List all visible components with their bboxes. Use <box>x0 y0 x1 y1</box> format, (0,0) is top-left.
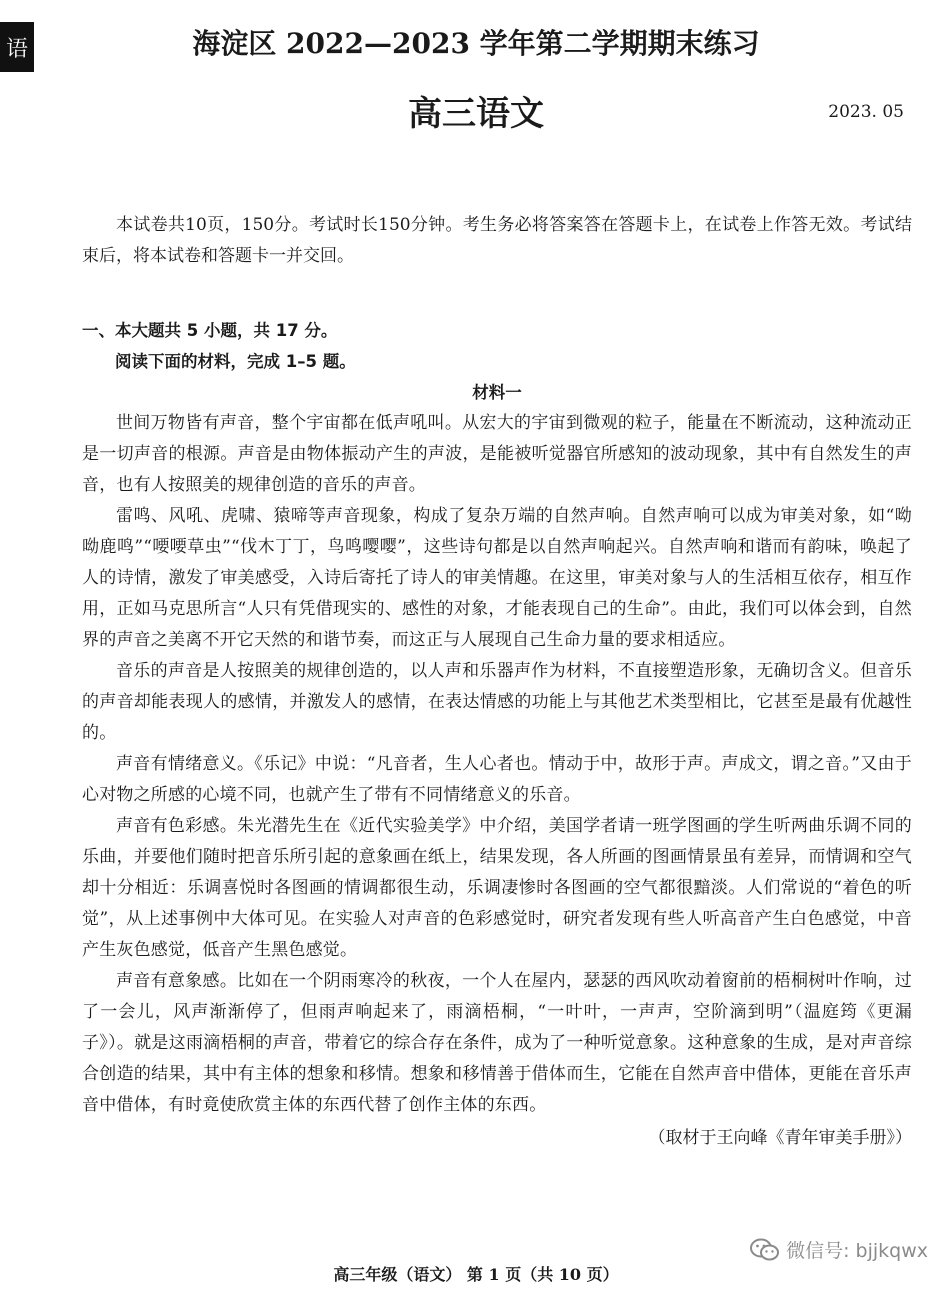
material-paragraph: 声音有情绪意义。《乐记》中说：“凡音者，生人心者也。情动于中，故形于声。声成文，谓之音。”又由于心对物之所感的心境不同，也就产生了带有不同情绪意义的乐音。 <box>82 754 912 805</box>
exam-title: 海淀区 2022—2023 学年第二学期期末练习 <box>192 27 760 60</box>
corner-subject-tag: 语 <box>0 22 34 72</box>
source-citation: （取材于王向峰《青年审美手册》） <box>648 1128 912 1148</box>
section-task: 阅读下面的材料，完成 1–5 题。 <box>115 352 356 371</box>
material-paragraph: 雷鸣、风吼、虎啸、猿啼等声音现象，构成了复杂万端的自然声响。自然声响可以成为审美对象，如“呦呦鹿鸣”“喓喓草虫”“伐木丁丁，鸟鸣嘤嘤”，这些诗句都是以自然声响起兴。自然声响和谐而有韵味，唤起了人的诗情，激发了审美感受，入诗后寄托了诗人的审美情趣。在这里，审美对象与人的生活相互依存，相互作用，正如马克思所言“人只有凭借现实的、感性的对象，才能表现自己的生命”。由此，我们可以体会到，自然界的声音之美离不开它天然的和谐节奏，而这正与人展现自己生命力量的要求相适应。 <box>82 506 912 650</box>
exam-date: 2023. 05 <box>828 102 904 122</box>
section-heading: 一、本大题共 5 小题，共 17 分。 <box>82 321 338 340</box>
material-paragraph: 声音有色彩感。朱光潜先生在《近代实验美学》中介绍，美国学者请一班学图画的学生听两曲乐调不同的乐曲，并要他们随时把音乐所引起的意象画在纸上，结果发现，各人所画的图画情景虽有差异，而情调和空气却十分相近：乐调喜悦时各图画的情调都很生动，乐调凄惨时各图画的空气都很黯淡。人们常说的“着色的听觉”，从上述事例中大体可见。在实验人对声音的色彩感觉时，研究者发现有些人听高音产生白色感觉，中音产生灰色感觉，低音产生黑色感觉。 <box>82 816 912 960</box>
subject-title: 高三语文 <box>408 94 544 134</box>
watermark-text: 微信号: bjjkqwx <box>786 1240 928 1262</box>
material-paragraph: 音乐的声音是人按照美的规律创造的，以人声和乐器声作为材料，不直接塑造形象，无确切含义。但音乐的声音却能表现人的感情，并激发人的感情，在表达情感的功能上与其他艺术类型相比，它甚至是最有优越性的。 <box>82 661 912 743</box>
wechat-watermark <box>750 1236 928 1263</box>
instructions-block <box>82 210 912 272</box>
material-paragraph: 世间万物皆有声音，整个宇宙都在低声吼叫。从宏大的宇宙到微观的粒子，能量在不断流动，这种流动正是一切声音的根源。声音是由物体振动产生的声波，是能被听觉器官所感知的波动现象，其中有自然发生的声音，也有人按照美的规律创造的音乐的声音。 <box>82 413 912 495</box>
question-section <box>82 315 912 1154</box>
material-paragraph: 声音有意象感。比如在一个阴雨寒冷的秋夜，一个人在屋内，瑟瑟的西风吹动着窗前的梧桐树叶作响，过了一会儿，风声渐渐停了，但雨声响起来了，雨滴梧桐，“一叶叶，一声声，空阶滴到明”（温庭筠《更漏子》）。就是这雨滴梧桐的声音，带着它的综合存在条件，成为了一种听觉意象。这种意象的生成，是对声音综合创造的结果，其中有主体的想象和移情。想象和移情善于借体而生，它能在自然声音中借体，更能在音乐声音中借体，有时竟使欣赏主体的东西代替了创作主体的东西。 <box>82 971 912 1115</box>
wechat-icon <box>750 1237 780 1263</box>
instructions-text: 本试卷共10页，150分。考试时长150分钟。考生务必将答案答在答题卡上，在试卷上作答无效。考试结束后，将本试卷和答题卡一并交回。 <box>82 215 912 266</box>
page-footer: 高三年级（语文） 第 1 页（共 10 页） <box>333 1265 619 1284</box>
material-title: 材料一 <box>472 383 522 402</box>
